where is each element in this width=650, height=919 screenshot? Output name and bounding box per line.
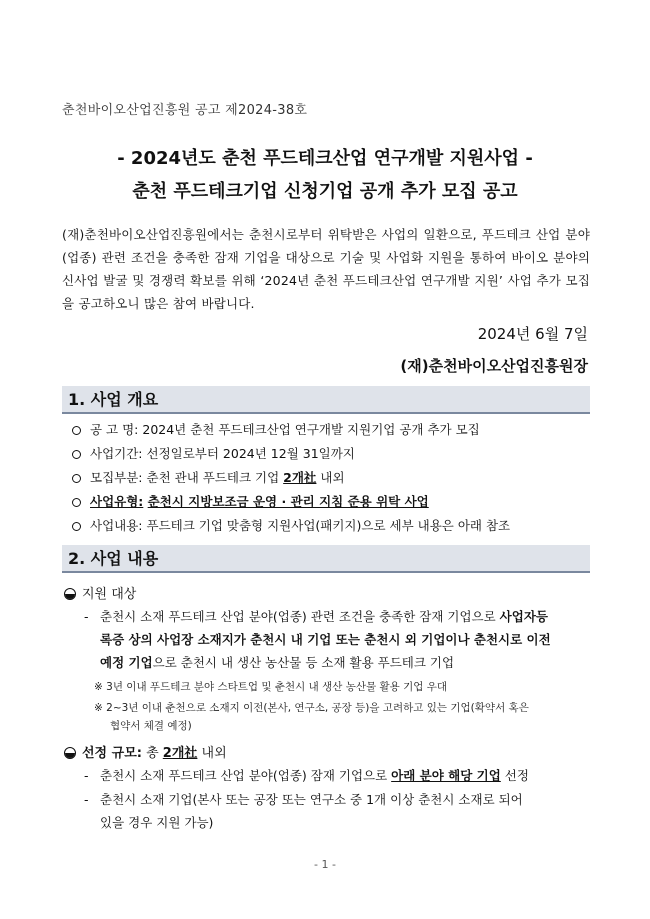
target-line-2: 록증 상의 사업장 소재지가 춘천시 내 기업 또는 춘천시 외 기업이나 춘천시로 이전 — [100, 632, 551, 647]
title-line-2: 춘천 푸드테크기업 신청기업 공개 추가 모집 공고 — [132, 181, 518, 202]
target-note-1: ※ 3년 이내 푸드테크 분야 스타트업 및 춘천시 내 생산 농산물 활용 기업 우대 — [94, 681, 448, 693]
notice-date: 2024년 6월 7일 — [477, 325, 588, 343]
scale-line-2-cont: 있을 경우 지원 가능) — [100, 815, 214, 830]
title-line-1: - 2024년도 춘천 푸드테크산업 연구개발 지원사업 - — [117, 148, 533, 169]
page-number: - 1 - — [314, 858, 336, 871]
overview-item-content: 사업내용: 푸드테크 기업 맞춤형 지원사업(패키지)으로 세부 내용은 아래 참조 — [62, 516, 598, 534]
section-2-heading: 2. 사업 내용 — [62, 545, 590, 573]
target-note-2: ※ 2~3년 이내 춘천으로 소재지 이전(본사, 연구소, 공장 등)을 고려하고 있는 기업(확약서 혹은 — [94, 702, 529, 714]
target-note-2-cont: 협약서 체결 예정) — [110, 720, 192, 732]
hollow-circle-bullet-icon — [72, 522, 81, 531]
hollow-circle-bullet-icon — [72, 474, 81, 483]
hollow-circle-bullet-icon — [72, 498, 81, 507]
overview-item-type: 사업유형: 춘천시 지방보조금 운영 · 관리 지침 준용 위탁 사업 — [62, 492, 598, 510]
scale-subheading: 선정 규모: 총 2개社 내외 — [62, 742, 227, 761]
section-1-heading: 1. 사업 개요 — [62, 386, 590, 414]
target-line-3: 예정 기업으로 춘천시 내 생산 농산물 등 소재 활용 푸드테크 기업 — [100, 655, 455, 670]
notice-number: 춘천바이오산업진흥원 공고 제2024-38호 — [62, 103, 308, 118]
overview-item-title: 공 고 명: 2024년 춘천 푸드테크산업 연구개발 지원기업 공개 추가 모집 — [62, 420, 598, 438]
scale-line-2: - 춘천시 소재 기업(본사 또는 공장 또는 연구소 중 1개 이상 춘천시 소재로 되어 — [84, 792, 523, 807]
half-filled-circle-icon — [64, 588, 76, 600]
hollow-circle-bullet-icon — [72, 450, 81, 459]
overview-item-recruit: 모집부분: 춘천 관내 푸드테크 기업 2개社 내외 — [62, 468, 598, 486]
target-line-1: - 춘천시 소재 푸드테크 산업 분야(업종) 관련 조건을 충족한 잠재 기업으로 사업자등 — [84, 609, 548, 624]
overview-item-period: 사업기간: 선정일로부터 2024년 12월 31일까지 — [62, 444, 598, 462]
issuer-org: (재)춘천바이오산업진흥원장 — [400, 357, 588, 375]
intro-paragraph: (재)춘천바이오산업진흥원에서는 춘천시로부터 위탁받은 사업의 일환으로, 푸드테크 산업 분야(업종) 관련 조건을 충족한 잠재 기업을 대상으로 기술 및 사업화 지원을 통하여 바이오 분야의 신사업 발굴 및 경쟁력 확보를 위해 ‘2024년 춘천 푸드테크산업 연구개발 지원’ 사업 추가 모집을 공고하오니 많은 참여 바랍니다. — [62, 227, 590, 311]
half-filled-circle-icon — [64, 747, 76, 759]
scale-line-1: - 춘천시 소재 푸드테크 산업 분야(업종) 잠재 기업으로 아래 분야 해당 기업 선정 — [84, 768, 529, 783]
hollow-circle-bullet-icon — [72, 426, 81, 435]
target-subheading: 지원 대상 — [62, 583, 136, 602]
